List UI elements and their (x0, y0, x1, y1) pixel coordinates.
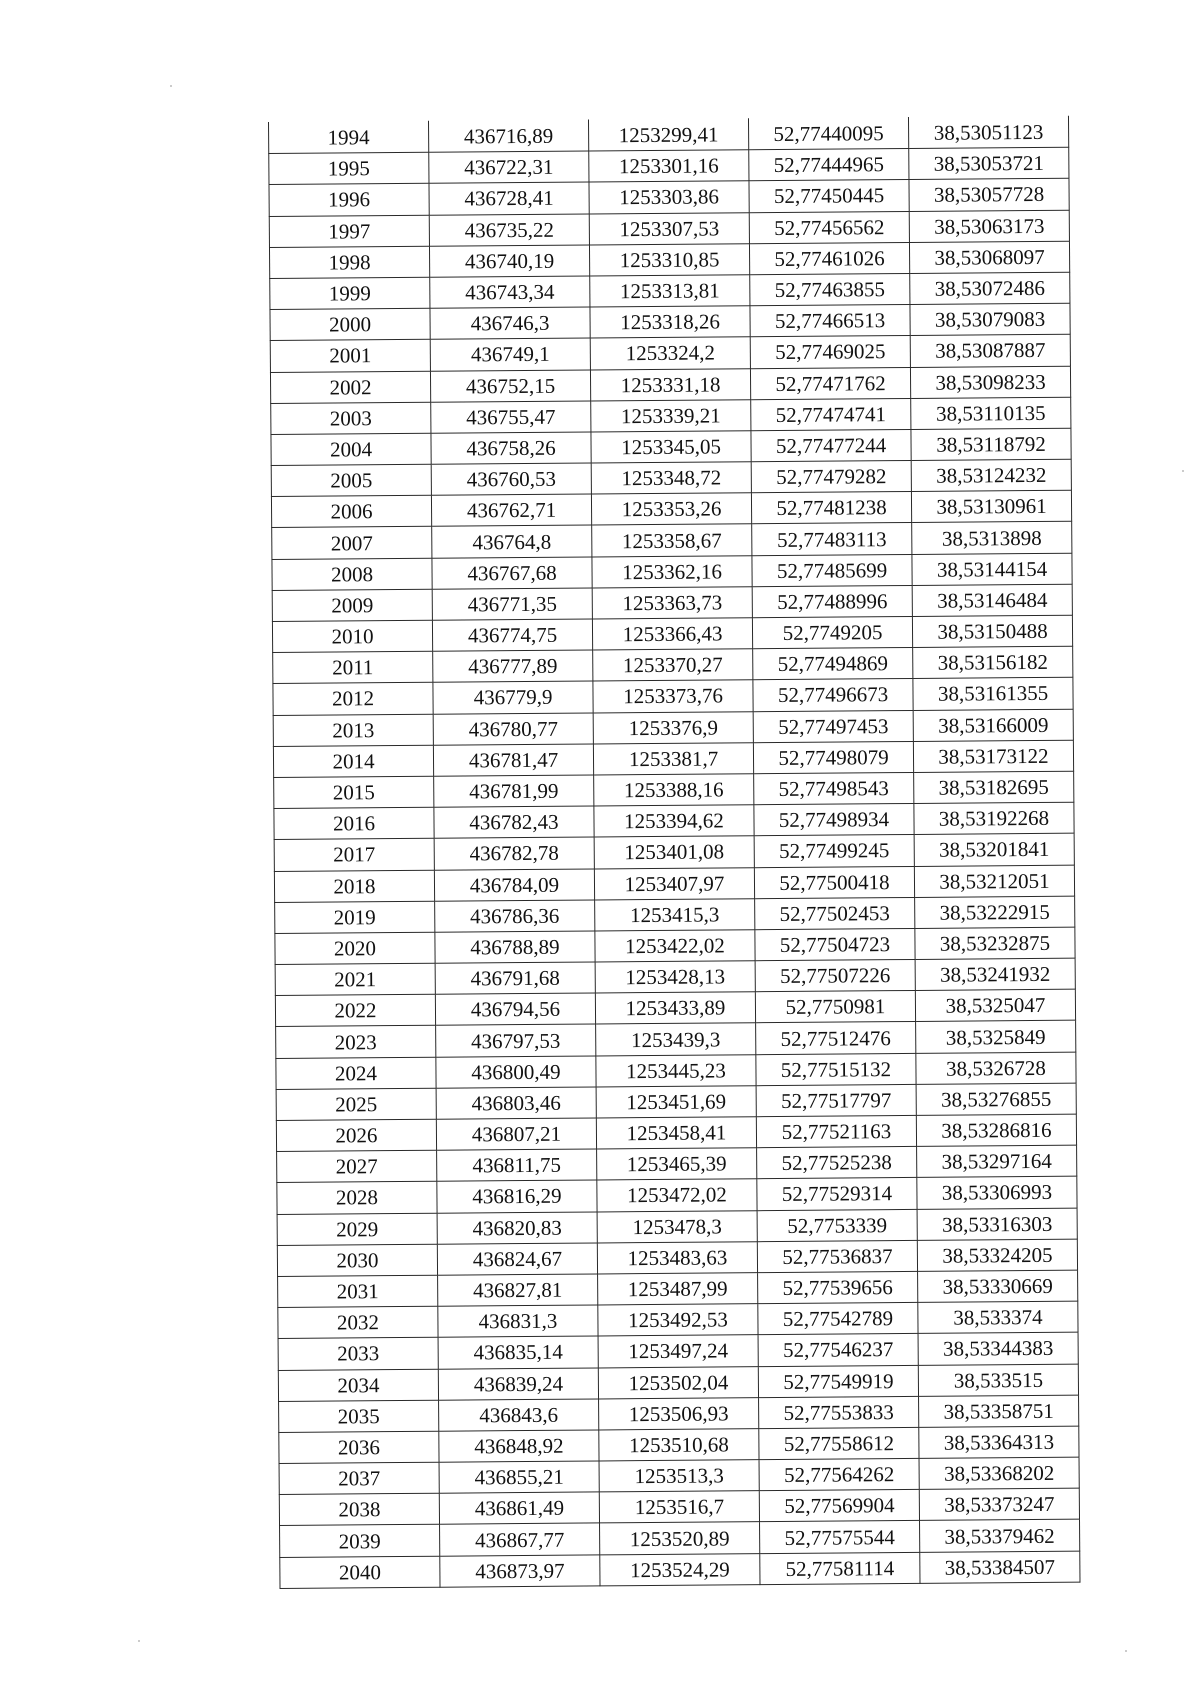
point-number-cell: 2035 (279, 1400, 439, 1432)
point-number-cell: 2022 (275, 994, 435, 1026)
y-coordinate-cell: 1253348,72 (591, 462, 751, 494)
longitude-cell: 38,53110135 (911, 397, 1071, 429)
latitude-cell: 52,77483113 (752, 523, 912, 555)
x-coordinate-cell: 436811,75 (437, 1149, 597, 1181)
x-coordinate-cell: 436797,53 (436, 1024, 596, 1056)
point-number-cell: 1997 (269, 215, 429, 247)
x-coordinate-cell: 436771,35 (432, 588, 592, 620)
latitude-cell: 52,77499245 (754, 835, 914, 867)
y-coordinate-cell: 1253299,41 (588, 119, 748, 151)
x-coordinate-cell: 436764,8 (432, 525, 592, 557)
point-number-cell: 2010 (272, 620, 432, 652)
point-number-cell: 2013 (273, 714, 433, 746)
latitude-cell: 52,77494869 (753, 648, 913, 680)
point-number-cell: 2009 (272, 589, 432, 621)
scan-speck (1182, 470, 1184, 472)
x-coordinate-cell: 436831,3 (438, 1305, 598, 1337)
x-coordinate-cell: 436867,77 (440, 1523, 600, 1555)
x-coordinate-cell: 436839,24 (438, 1367, 598, 1399)
point-number-cell: 2033 (278, 1338, 438, 1370)
longitude-cell: 38,53098233 (910, 366, 1070, 398)
latitude-cell: 52,7753339 (757, 1209, 917, 1241)
y-coordinate-cell: 1253353,26 (591, 493, 751, 525)
point-number-cell: 2008 (272, 558, 432, 590)
point-number-cell: 2039 (280, 1525, 440, 1557)
latitude-cell: 52,77444965 (749, 149, 909, 181)
longitude-cell: 38,53156182 (913, 646, 1073, 678)
y-coordinate-cell: 1253313,81 (590, 275, 750, 307)
point-number-cell: 2005 (271, 464, 431, 496)
point-number-cell: 2016 (274, 807, 434, 839)
table-row (280, 1551, 1080, 1588)
longitude-cell: 38,53130961 (911, 490, 1071, 522)
latitude-cell: 52,77581114 (760, 1552, 920, 1584)
point-number-cell: 2032 (278, 1306, 438, 1338)
longitude-cell: 38,53232875 (915, 927, 1075, 959)
y-coordinate-cell: 1253310,85 (589, 243, 749, 275)
x-coordinate-cell: 436779,9 (433, 681, 593, 713)
x-coordinate-cell: 436735,22 (429, 214, 589, 246)
x-coordinate-cell: 436827,81 (438, 1274, 598, 1306)
x-coordinate-cell: 436794,56 (435, 993, 595, 1025)
point-number-cell: 1998 (269, 246, 429, 278)
latitude-cell: 52,77525238 (757, 1147, 917, 1179)
point-number-cell: 1995 (269, 152, 429, 184)
longitude-cell: 38,53241932 (915, 958, 1075, 990)
latitude-cell: 52,77479282 (751, 461, 911, 493)
longitude-cell: 38,53173122 (913, 740, 1073, 772)
y-coordinate-cell: 1253497,24 (598, 1335, 758, 1367)
latitude-cell: 52,77553833 (759, 1396, 919, 1428)
point-number-cell: 2040 (280, 1556, 440, 1588)
point-number-cell: 2028 (277, 1182, 437, 1214)
point-number-cell: 2015 (274, 776, 434, 808)
latitude-cell: 52,77558612 (759, 1427, 919, 1459)
coordinates-table-container (268, 116, 1079, 1589)
point-number-cell: 2011 (273, 651, 433, 683)
y-coordinate-cell: 1253401,08 (594, 836, 754, 868)
point-number-cell: 2024 (276, 1057, 436, 1089)
latitude-cell: 52,77497453 (753, 710, 913, 742)
longitude-cell: 38,53166009 (913, 709, 1073, 741)
x-coordinate-cell: 436788,89 (435, 931, 595, 963)
latitude-cell: 52,77515132 (756, 1053, 916, 1085)
longitude-cell: 38,53384507 (920, 1551, 1080, 1583)
longitude-cell: 38,53182695 (914, 771, 1074, 803)
y-coordinate-cell: 1253492,53 (598, 1304, 758, 1336)
x-coordinate-cell: 436843,6 (439, 1399, 599, 1431)
latitude-cell: 52,77466513 (750, 305, 910, 337)
point-number-cell: 2034 (278, 1369, 438, 1401)
point-number-cell: 1994 (269, 121, 429, 153)
y-coordinate-cell: 1253478,3 (597, 1210, 757, 1242)
longitude-cell: 38,53379462 (920, 1520, 1080, 1552)
longitude-cell: 38,53053721 (909, 147, 1069, 179)
coordinates-table-body (269, 116, 1080, 1588)
x-coordinate-cell: 436752,15 (430, 369, 590, 401)
point-number-cell: 2017 (274, 839, 434, 871)
y-coordinate-cell: 1253324,2 (590, 337, 750, 369)
longitude-cell: 38,5326728 (916, 1052, 1076, 1084)
point-number-cell: 2026 (276, 1119, 436, 1151)
latitude-cell: 52,77502453 (755, 897, 915, 929)
latitude-cell: 52,77549919 (758, 1365, 918, 1397)
latitude-cell: 52,77477244 (751, 429, 911, 461)
y-coordinate-cell: 1253483,63 (597, 1241, 757, 1273)
x-coordinate-cell: 436749,1 (430, 338, 590, 370)
longitude-cell: 38,533374 (918, 1301, 1078, 1333)
y-coordinate-cell: 1253339,21 (591, 399, 751, 431)
x-coordinate-cell: 436800,49 (436, 1056, 596, 1088)
y-coordinate-cell: 1253428,13 (595, 961, 755, 993)
x-coordinate-cell: 436746,3 (430, 307, 590, 339)
y-coordinate-cell: 1253520,89 (600, 1522, 760, 1554)
latitude-cell: 52,77539656 (758, 1271, 918, 1303)
y-coordinate-cell: 1253388,16 (594, 774, 754, 806)
longitude-cell: 38,53079083 (910, 303, 1070, 335)
x-coordinate-cell: 436861,49 (439, 1492, 599, 1524)
x-coordinate-cell: 436722,31 (429, 151, 589, 183)
x-coordinate-cell: 436816,29 (437, 1180, 597, 1212)
longitude-cell: 38,53316303 (917, 1208, 1077, 1240)
latitude-cell: 52,77498543 (754, 772, 914, 804)
latitude-cell: 52,77507226 (755, 960, 915, 992)
longitude-cell: 38,53297164 (917, 1145, 1077, 1177)
latitude-cell: 52,77546237 (758, 1334, 918, 1366)
x-coordinate-cell: 436781,47 (433, 744, 593, 776)
x-coordinate-cell: 436873,97 (440, 1555, 600, 1587)
longitude-cell: 38,53286816 (916, 1114, 1076, 1146)
latitude-cell: 52,77569904 (759, 1490, 919, 1522)
point-number-cell: 2006 (271, 495, 431, 527)
longitude-cell: 38,53344383 (918, 1332, 1078, 1364)
y-coordinate-cell: 1253451,69 (596, 1086, 756, 1118)
longitude-cell: 38,53068097 (909, 241, 1069, 273)
point-number-cell: 1999 (270, 277, 430, 309)
latitude-cell: 52,77498079 (753, 741, 913, 773)
latitude-cell: 52,77529314 (757, 1178, 917, 1210)
x-coordinate-cell: 436740,19 (429, 245, 589, 277)
y-coordinate-cell: 1253516,7 (599, 1491, 759, 1523)
longitude-cell: 38,53057728 (909, 179, 1069, 211)
point-number-cell: 1996 (269, 184, 429, 216)
latitude-cell: 52,77488996 (752, 585, 912, 617)
scan-speck (138, 1640, 140, 1642)
point-number-cell: 2001 (270, 340, 430, 372)
latitude-cell: 52,77440095 (748, 117, 908, 149)
longitude-cell: 38,53364313 (919, 1426, 1079, 1458)
x-coordinate-cell: 436803,46 (436, 1087, 596, 1119)
y-coordinate-cell: 1253510,68 (599, 1429, 759, 1461)
point-number-cell: 2021 (275, 963, 435, 995)
y-coordinate-cell: 1253394,62 (594, 805, 754, 837)
point-number-cell: 2002 (270, 371, 430, 403)
y-coordinate-cell: 1253407,97 (594, 867, 754, 899)
y-coordinate-cell: 1253345,05 (591, 431, 751, 463)
x-coordinate-cell: 436782,43 (434, 806, 594, 838)
point-number-cell: 2003 (271, 402, 431, 434)
longitude-cell: 38,53192268 (914, 802, 1074, 834)
latitude-cell: 52,77498934 (754, 804, 914, 836)
latitude-cell: 52,77536837 (757, 1240, 917, 1272)
latitude-cell: 52,77471762 (750, 367, 910, 399)
point-number-cell: 2038 (279, 1493, 439, 1525)
x-coordinate-cell: 436758,26 (431, 432, 591, 464)
longitude-cell: 38,53373247 (919, 1488, 1079, 1520)
y-coordinate-cell: 1253301,16 (589, 150, 749, 182)
y-coordinate-cell: 1253433,89 (595, 992, 755, 1024)
x-coordinate-cell: 436767,68 (432, 557, 592, 589)
x-coordinate-cell: 436760,53 (431, 463, 591, 495)
latitude-cell: 52,77461026 (749, 242, 909, 274)
latitude-cell: 52,77575544 (760, 1521, 920, 1553)
point-number-cell: 2004 (271, 433, 431, 465)
y-coordinate-cell: 1253318,26 (590, 306, 750, 338)
point-number-cell: 2023 (276, 1026, 436, 1058)
y-coordinate-cell: 1253506,93 (599, 1397, 759, 1429)
latitude-cell: 52,77496673 (753, 679, 913, 711)
longitude-cell: 38,53201841 (914, 834, 1074, 866)
y-coordinate-cell: 1253366,43 (592, 618, 752, 650)
longitude-cell: 38,53144154 (912, 553, 1072, 585)
scan-speck (170, 85, 172, 87)
y-coordinate-cell: 1253472,02 (597, 1179, 757, 1211)
latitude-cell: 52,77481238 (751, 492, 911, 524)
latitude-cell: 52,77485699 (752, 554, 912, 586)
longitude-cell: 38,533515 (918, 1364, 1078, 1396)
point-number-cell: 2036 (279, 1431, 439, 1463)
x-coordinate-cell: 436777,89 (433, 650, 593, 682)
longitude-cell: 38,53072486 (910, 272, 1070, 304)
y-coordinate-cell: 1253502,04 (598, 1366, 758, 1398)
latitude-cell: 52,77521163 (756, 1115, 916, 1147)
x-coordinate-cell: 436716,89 (428, 120, 588, 152)
latitude-cell: 52,77500418 (754, 866, 914, 898)
longitude-cell: 38,53124232 (911, 459, 1071, 491)
y-coordinate-cell: 1253362,16 (592, 555, 752, 587)
point-number-cell: 2007 (272, 527, 432, 559)
latitude-cell: 52,77474741 (751, 398, 911, 430)
longitude-cell: 38,53330669 (918, 1270, 1078, 1302)
latitude-cell: 52,77517797 (756, 1084, 916, 1116)
latitude-cell: 52,77450445 (749, 180, 909, 212)
y-coordinate-cell: 1253376,9 (593, 711, 753, 743)
y-coordinate-cell: 1253307,53 (589, 212, 749, 244)
y-coordinate-cell: 1253363,73 (592, 587, 752, 619)
point-number-cell: 2014 (273, 745, 433, 777)
latitude-cell: 52,77456562 (749, 211, 909, 243)
x-coordinate-cell: 436784,09 (434, 868, 594, 900)
x-coordinate-cell: 436791,68 (435, 962, 595, 994)
x-coordinate-cell: 436780,77 (433, 713, 593, 745)
longitude-cell: 38,53368202 (919, 1457, 1079, 1489)
y-coordinate-cell: 1253331,18 (590, 368, 750, 400)
point-number-cell: 2012 (273, 683, 433, 715)
point-number-cell: 2027 (277, 1150, 437, 1182)
latitude-cell: 52,77504723 (755, 928, 915, 960)
point-number-cell: 2025 (276, 1088, 436, 1120)
point-number-cell: 2037 (279, 1462, 439, 1494)
longitude-cell: 38,53150488 (912, 615, 1072, 647)
latitude-cell: 52,7749205 (752, 616, 912, 648)
x-coordinate-cell: 436824,67 (437, 1243, 597, 1275)
x-coordinate-cell: 436786,36 (435, 900, 595, 932)
longitude-cell: 38,53161355 (913, 678, 1073, 710)
x-coordinate-cell: 436848,92 (439, 1430, 599, 1462)
longitude-cell: 38,5325047 (915, 989, 1075, 1021)
y-coordinate-cell: 1253370,27 (593, 649, 753, 681)
x-coordinate-cell: 436820,83 (437, 1212, 597, 1244)
coordinates-table (268, 116, 1080, 1589)
point-number-cell: 2020 (275, 932, 435, 964)
longitude-cell: 38,53118792 (911, 428, 1071, 460)
point-number-cell: 2031 (278, 1275, 438, 1307)
y-coordinate-cell: 1253513,3 (599, 1460, 759, 1492)
point-number-cell: 2019 (275, 901, 435, 933)
latitude-cell: 52,77564262 (759, 1458, 919, 1490)
y-coordinate-cell: 1253303,86 (589, 181, 749, 213)
x-coordinate-cell: 436835,14 (438, 1336, 598, 1368)
point-number-cell: 2018 (274, 870, 434, 902)
latitude-cell: 52,77542789 (758, 1303, 918, 1335)
y-coordinate-cell: 1253458,41 (596, 1117, 756, 1149)
latitude-cell: 52,77463855 (750, 273, 910, 305)
y-coordinate-cell: 1253381,7 (593, 742, 753, 774)
latitude-cell: 52,77512476 (756, 1022, 916, 1054)
y-coordinate-cell: 1253439,3 (596, 1023, 756, 1055)
x-coordinate-cell: 436807,21 (436, 1118, 596, 1150)
x-coordinate-cell: 436762,71 (431, 494, 591, 526)
longitude-cell: 38,53222915 (915, 896, 1075, 928)
longitude-cell: 38,53063173 (909, 210, 1069, 242)
y-coordinate-cell: 1253373,76 (593, 680, 753, 712)
latitude-cell: 52,7750981 (755, 991, 915, 1023)
x-coordinate-cell: 436855,21 (439, 1461, 599, 1493)
longitude-cell: 38,5325849 (916, 1021, 1076, 1053)
scan-speck (1125, 1650, 1127, 1652)
point-number-cell: 2000 (270, 308, 430, 340)
longitude-cell: 38,53087887 (910, 335, 1070, 367)
longitude-cell: 38,53146484 (912, 584, 1072, 616)
x-coordinate-cell: 436755,47 (431, 401, 591, 433)
y-coordinate-cell: 1253445,23 (596, 1054, 756, 1086)
y-coordinate-cell: 1253422,02 (595, 930, 755, 962)
longitude-cell: 38,53051123 (908, 116, 1068, 148)
x-coordinate-cell: 436782,78 (434, 837, 594, 869)
y-coordinate-cell: 1253524,29 (600, 1553, 760, 1585)
point-number-cell: 2029 (277, 1213, 437, 1245)
y-coordinate-cell: 1253415,3 (595, 898, 755, 930)
x-coordinate-cell: 436728,41 (429, 182, 589, 214)
longitude-cell: 38,53276855 (916, 1083, 1076, 1115)
longitude-cell: 38,53324205 (917, 1239, 1077, 1271)
y-coordinate-cell: 1253465,39 (597, 1148, 757, 1180)
x-coordinate-cell: 436743,34 (430, 276, 590, 308)
latitude-cell: 52,77469025 (750, 336, 910, 368)
point-number-cell: 2030 (277, 1244, 437, 1276)
x-coordinate-cell: 436774,75 (432, 619, 592, 651)
longitude-cell: 38,53306993 (917, 1177, 1077, 1209)
longitude-cell: 38,5313898 (912, 522, 1072, 554)
y-coordinate-cell: 1253487,99 (598, 1273, 758, 1305)
x-coordinate-cell: 436781,99 (434, 775, 594, 807)
y-coordinate-cell: 1253358,67 (592, 524, 752, 556)
longitude-cell: 38,53358751 (919, 1395, 1079, 1427)
longitude-cell: 38,53212051 (914, 865, 1074, 897)
